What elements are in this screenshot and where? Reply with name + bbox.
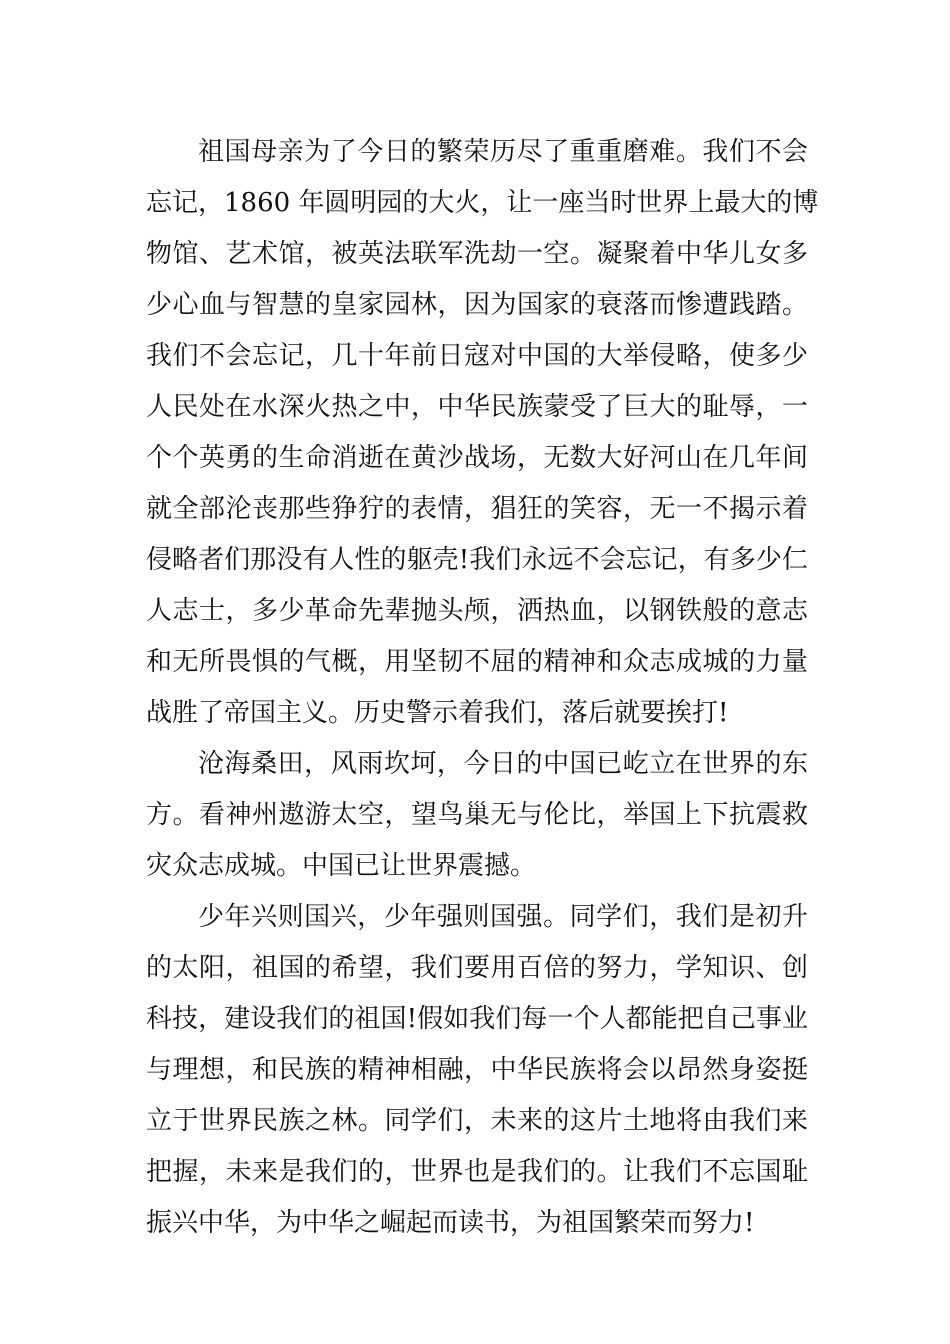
text-line: 侵略者们那没有人性的躯壳!我们永远不会忘记，有多少仁 (146, 545, 808, 575)
text-line: 振兴中华，为中华之崛起而读书，为祖国繁荣而努力! (146, 1208, 755, 1238)
text-line: 少年兴则国兴，少年强则国强。同学们，我们是初升 (198, 902, 808, 932)
text-line: 人民处在水深火热之中，中华民族蒙受了巨大的耻辱，一 (146, 392, 808, 422)
text-line: 物馆、艺术馆，被英法联军洗劫一空。凝聚着中华儿女多 (146, 239, 808, 269)
text-line: 的太阳，祖国的希望，我们要用百倍的努力，学知识、创 (146, 953, 808, 983)
text-line: 人志士，多少革命先辈抛头颅，洒热血，以钢铁般的意志 (146, 596, 808, 626)
text-line: 把握，未来是我们的，世界也是我们的。让我们不忘国耻 (146, 1157, 808, 1187)
body-text (146, 127, 819, 1249)
paragraph (146, 892, 808, 1249)
paragraph (146, 127, 819, 739)
text-line: 沧海桑田，风雨坎坷，今日的中国已屹立在世界的东 (198, 749, 808, 779)
text-line: 忘记，1860 年圆明园的大火，让一座当时世界上最大的博 (146, 188, 819, 218)
paragraph (146, 739, 808, 892)
text-line: 立于世界民族之林。同学们，未来的这片土地将由我们来 (146, 1106, 808, 1136)
text-line: 我们不会忘记，几十年前日寇对中国的大举侵略，使多少 (146, 341, 808, 371)
text-line: 少心血与智慧的皇家园林，因为国家的衰落而惨遭践踏。 (146, 290, 808, 320)
text-line: 祖国母亲为了今日的繁荣历尽了重重磨难。我们不会 (198, 137, 808, 167)
text-line: 科技，建设我们的祖国!假如我们每一个人都能把自己事业 (146, 1004, 808, 1034)
text-line: 方。看神州遨游太空，望鸟巢无与伦比，举国上下抗震救 (146, 800, 808, 830)
text-line: 和无所畏惧的气概，用坚韧不屈的精神和众志成城的力量 (146, 647, 808, 677)
text-line: 灾众志成城。中国已让世界震撼。 (146, 851, 537, 881)
text-line: 与理想，和民族的精神相融，中华民族将会以昂然身姿挺 (146, 1055, 808, 1085)
text-line: 个个英勇的生命消逝在黄沙战场，无数大好河山在几年间 (146, 443, 808, 473)
text-line: 就全部沦丧那些狰狞的表情，猖狂的笑容，无一不揭示着 (146, 494, 808, 524)
text-line: 战胜了帝国主义。历史警示着我们，落后就要挨打! (146, 698, 729, 728)
